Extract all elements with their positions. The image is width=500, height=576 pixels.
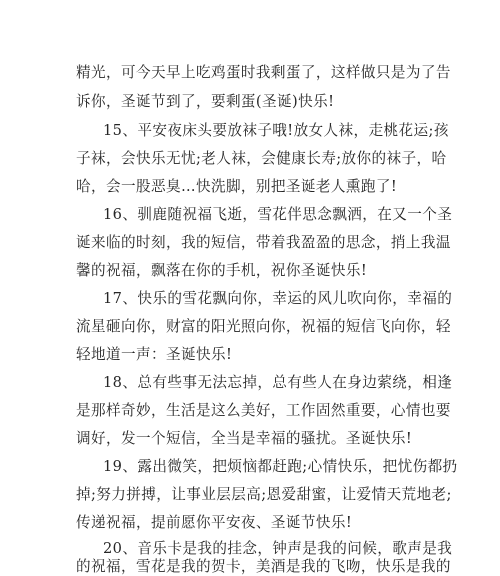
text-line: 的祝福，雪花是我的贺卡，美酒是我的飞吻，快乐是我的 bbox=[76, 558, 451, 575]
text-line: 是那样奇妙，生活是这么美好，工作固然重要，心情也要 bbox=[76, 402, 451, 419]
text-line: 掉;努力拼搏，让事业层层高;恩爱甜蜜，让爱情天荒地老; bbox=[76, 486, 452, 503]
text-line: 馨的祝福，飘落在你的手机，祝你圣诞快乐! bbox=[76, 262, 368, 279]
text-line: 子袜，会快乐无忧;老人袜，会健康长寿;放你的袜子，哈 bbox=[76, 150, 447, 167]
paragraph-15-line: 15、平安夜床头要放袜子哦!放女人袜，走桃花运;孩 bbox=[103, 122, 449, 139]
paragraph-18-line: 18、总有些事无法忘掉，总有些人在身边萦绕，相逢 bbox=[103, 374, 453, 391]
paragraph-17-line: 17、快乐的雪花飘向你，幸运的风儿吹向你，幸福的 bbox=[103, 290, 453, 307]
text-line: 精光，可今天早上吃鸡蛋时我剩蛋了，这样做只是为了告 bbox=[76, 64, 451, 81]
text-line: 流星砸向你，财富的阳光照向你，祝福的短信飞向你，轻 bbox=[76, 318, 451, 335]
paragraph-19-line: 19、露出微笑，把烦恼都赶跑;心情快乐，把忧伤都扔 bbox=[103, 458, 458, 475]
paragraph-16-line: 16、驯鹿随祝福飞逝，雪花伴思念飘洒，在又一个圣 bbox=[103, 206, 453, 223]
paragraph-20-line: 20、音乐卡是我的挂念，钟声是我的问候，歌声是我 bbox=[103, 540, 453, 557]
text-line: 诞来临的时刻，我的短信，带着我盈盈的思念，捎上我温 bbox=[76, 234, 451, 251]
text-line: 轻地道一声：圣诞快乐! bbox=[76, 346, 233, 363]
text-line: 哈，会一股恶臭…快洗脚，别把圣诞老人熏跑了! bbox=[76, 178, 398, 195]
text-line: 调好，发一个短信，全当是幸福的骚扰。圣诞快乐! bbox=[76, 430, 413, 447]
text-line: 传递祝福，提前愿你平安夜、圣诞节快乐! bbox=[76, 514, 353, 531]
text-line: 诉你，圣诞节到了，要剩蛋(圣诞)快乐! bbox=[76, 93, 335, 110]
